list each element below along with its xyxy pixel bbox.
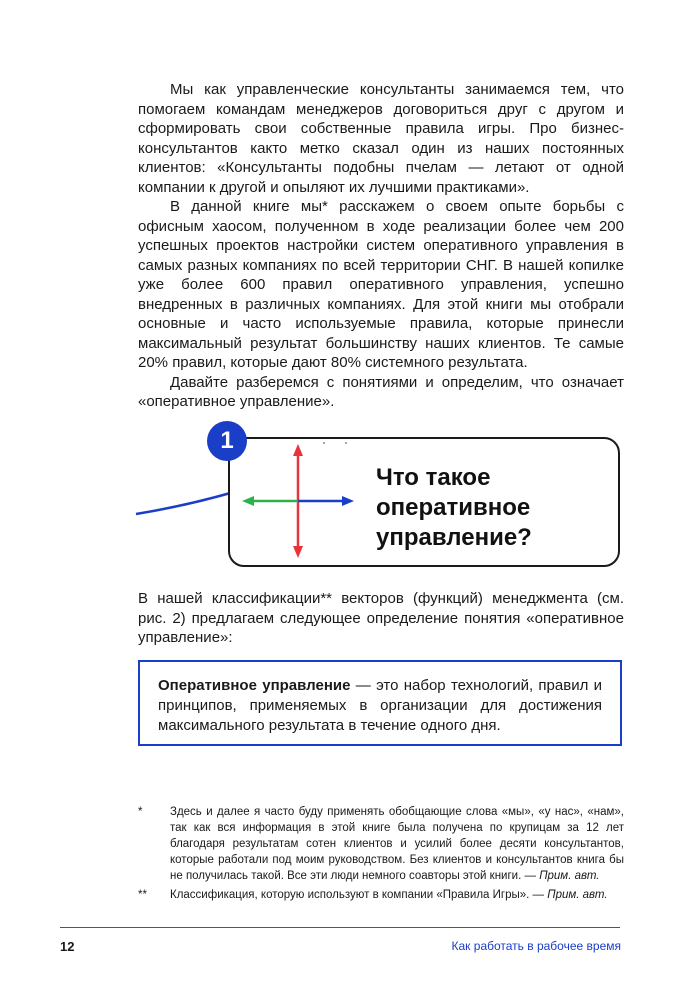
definition-text: — это набор технологий, правил и принципов, применяемых в организации для достижения максимального результата в течение одного дня. [158, 677, 603, 734]
footnote-note: Прим. авт. [547, 889, 608, 901]
arrow-up-red [293, 444, 303, 501]
footnote-mark: ** [138, 889, 147, 901]
paragraph-2: В данной книге мы* расскажем о своем опыте борьбы с офисным хаосом, полученном в ходе реализации более чем 200 успешных проектов настройки систем оперативного управления в самых разных компаниях по всей территории СНГ. В нашей копилке уже более 600 правил оперативного управления, успешно внедренных в различных компаниях. Для этой книги мы отобрали основные и часто используемые правила, которые принесли максимальный результат большинству наших клиентов. Те самые 20% правил, которые дают 80% системного результата. [138, 198, 624, 371]
section-title: Что такое оперативное управление? [376, 464, 532, 551]
footnote-text: Классификация, которую используют в компании «Правила Игры». — Прим. авт. [170, 889, 608, 901]
footnote-text: Здесь и далее я часто буду применять обобщающие слова «мы», «у нас», «нам», так как вся информация в этой книге была получена по крупицам за 12 лет благодаря результатам сотен клиентов и усилий более десяти консультантов, которые работали под моим руководством. Без клиентов и консультантов книга бы не получилась такой. Все эти люди немного соавторы этой книги. — Прим. авт. [170, 806, 624, 882]
arrow-right-blue [298, 496, 354, 506]
footnote [138, 887, 624, 903]
definition-box [138, 660, 622, 746]
paragraph-3: Давайте разберемся с понятиями и определим, что означает «оперативное управление». [138, 373, 624, 410]
running-head: Как работать в рабочее время [451, 939, 621, 953]
arrow-left-green [242, 496, 298, 506]
footnote-mark: * [138, 806, 143, 818]
vector-cross-icon [238, 440, 358, 562]
footnotes [138, 804, 624, 906]
footnote-note: Прим. авт. [539, 870, 600, 882]
paragraph-1: Мы как управленческие консультанты занимаемся тем, что помогаем командам менеджеров договориться друг с другом и сформировать свои собственные правила игры. Про бизнес-консультантов както метко сказал один из наших постоянных клиентов: «Консультанты подобны пчелам — летают от одной компании к другой и опыляют их лучшими практиками». [138, 81, 624, 196]
definition-term: Оперативное управление [158, 677, 351, 694]
footnote [138, 804, 624, 884]
footer-divider [60, 927, 620, 928]
paragraph-classification: В нашей классификации** векторов (функций) менеджмента (см. рис. 2) предлагаем следующее определение понятия «оперативное управление»: [138, 590, 624, 646]
arrow-down-red [293, 501, 303, 558]
section-number-badge: 1 [207, 421, 247, 461]
intro-text [138, 80, 624, 412]
after-section-text [138, 589, 624, 648]
page-number: 12 [60, 939, 75, 954]
